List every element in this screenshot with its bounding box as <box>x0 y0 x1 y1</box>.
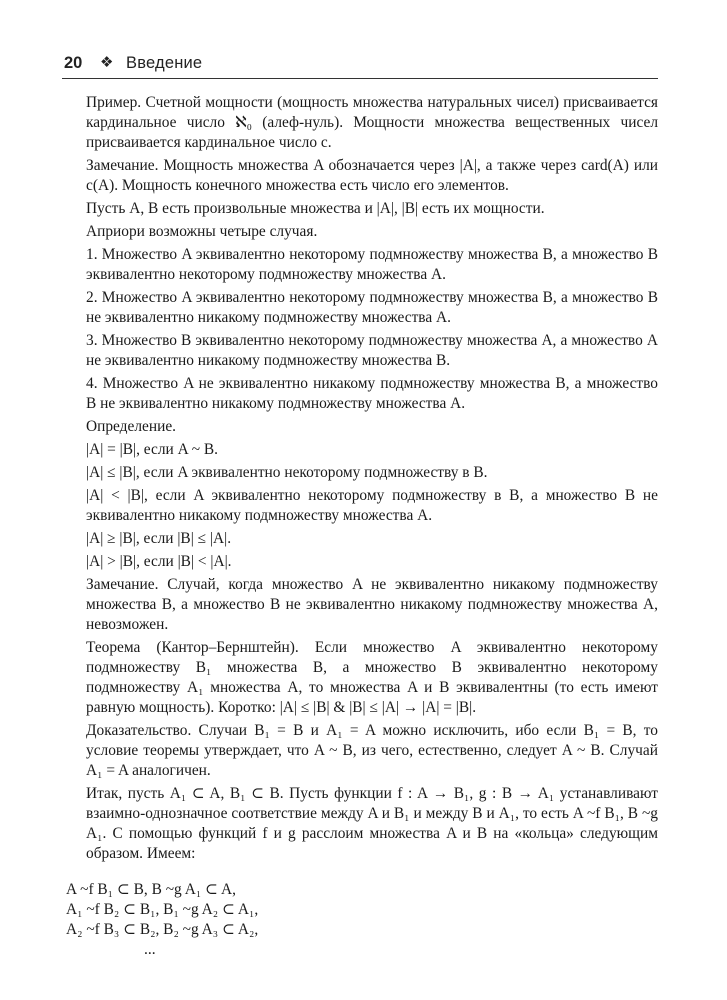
ornament-icon: ❖ <box>100 54 114 71</box>
example-paragraph: Пример. Счетной мощности (мощность множества натуральных чисел) присваивается кардинальное число ℵ₀ (алеф-нуль). Мощности множества вещественных чисел присваивается кардинальное число c. <box>86 94 658 151</box>
section-title: Введение <box>126 54 203 72</box>
remark-paragraph: Замечание. Случай, когда множество A не эквивалентно никакому подмножеству множества B, а множество B не эквивалентно никакому подмножеству множества A, невозможен. <box>86 576 658 633</box>
math-line: A₁ ~f B₂ ⊂ B₁, B₁ ~g A₂ ⊂ A₁, <box>66 901 259 918</box>
case-item: 4. Множество A не эквивалентно никакому подмножеству множества B, а множество B не эквивалентно никакому подмножеству множества A. <box>86 375 658 412</box>
theorem-paragraph: Теорема (Кантор–Бернштейн). Если множество A эквивалентно некоторому подмножеству B₁ множества B, а множество B эквивалентно некоторому подмножеству A₁ множества A, то множества A и B эквивалентны (то есть имеют равную мощность). Коротко: |A| ≤ |B| & |B| ≤ |A| → |A| = |B|. <box>86 639 658 716</box>
math-line: A₂ ~f B₃ ⊂ B₂, B₂ ~g A₃ ⊂ A₂, <box>66 921 259 938</box>
definition-line: |A| ≥ |B|, если |B| ≤ |A|. <box>86 530 232 547</box>
math-display <box>66 880 658 960</box>
case-item: 1. Множество A эквивалентно некоторому подмножеству множества B, а множество B эквивалентно некоторому подмножеству множества A. <box>86 246 658 283</box>
remark-paragraph: Замечание. Мощность множества A обозначается через |A|, а также через card(A) или c(A). Мощность конечного множества есть число его элементов. <box>86 157 658 194</box>
body-paragraph: Пусть A, B есть произвольные множества и |A|, |B| есть их мощности. <box>86 200 545 217</box>
body-paragraph: Априори возможны четыре случая. <box>86 223 318 240</box>
page-number: 20 <box>64 54 83 72</box>
page-body <box>66 93 658 960</box>
case-item: 2. Множество A эквивалентно некоторому подмножеству множества B, а множество B не эквивалентно никакому подмножеству множества A. <box>86 289 658 326</box>
proof-paragraph: Доказательство. Случаи B₁ = B и A₁ = A можно исключить, ибо если B₁ = B, то условие теоремы утверждает, что A ~ B, из чего, естественно, следует A ~ B. Случай A₁ = A аналогичен. <box>86 722 658 779</box>
definition-line: |A| > |B|, если |B| < |A|. <box>86 553 232 570</box>
case-item: 3. Множество B эквивалентно некоторому подмножеству множества A, а множество A не эквивалентно никакому подмножеству множества B. <box>86 332 658 369</box>
definition-line: |A| < |B|, если A эквивалентно некоторому подмножеству в B, а множество B не эквивалентно никакому подмножеству множества A. <box>86 487 658 524</box>
definition-line: |A| = |B|, если A ~ B. <box>86 441 218 458</box>
body-paragraph: Итак, пусть A₁ ⊂ A, B₁ ⊂ B. Пусть функции f : A → B₁, g : B → A₁ устанавливают взаимно-однозначное соответствие между A и B₁ и между B и A₁, то есть A ~f B₁, B ~g A₁. С помощью функций f и g расслоим множества A и B на «кольца» следующим образом. Имеем: <box>86 785 658 862</box>
math-ellipsis: ... <box>144 941 156 958</box>
definition-line: |A| ≤ |B|, если A эквивалентно некоторому подмножеству в B. <box>86 464 488 481</box>
definition-heading: Определение. <box>86 418 176 435</box>
math-line: A ~f B₁ ⊂ B, B ~g A₁ ⊂ A, <box>66 881 236 898</box>
running-header <box>62 50 658 79</box>
